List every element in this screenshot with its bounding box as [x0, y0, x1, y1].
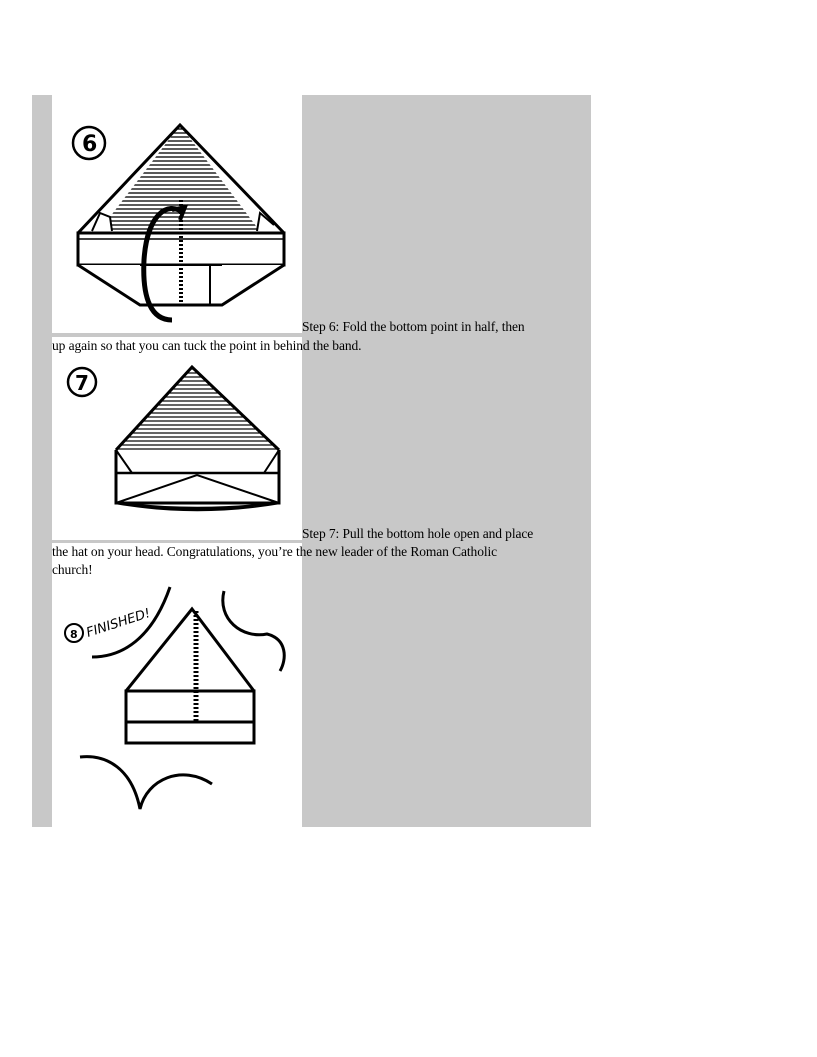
finished-label: FINISHED! [84, 606, 153, 641]
step-8-number-mark: 8 [70, 628, 78, 641]
step-6-number-mark: 6 [82, 132, 98, 157]
step-6-illustration [52, 95, 302, 333]
step-7-caption-line-2: the hat on your head. Congratulations, you’re the new leader of the Roman Catholic [52, 544, 498, 559]
step-7-illustration [52, 355, 302, 540]
step-7-caption-line-3: church! [52, 562, 93, 577]
step-7-drawing [52, 355, 302, 540]
step-7-caption-line-1: Step 7: Pull the bottom hole open and place [302, 526, 534, 541]
step-8-illustration [52, 579, 302, 827]
step-6-caption-line-1: Step 6: Fold the bottom point in half, then [302, 319, 525, 334]
step-6-caption-line-2: up again so that you can tuck the point in behind the band. [52, 338, 362, 353]
step-8-drawing [52, 579, 302, 827]
step-7-number-mark: 7 [75, 371, 89, 395]
step-6-drawing [52, 95, 302, 333]
